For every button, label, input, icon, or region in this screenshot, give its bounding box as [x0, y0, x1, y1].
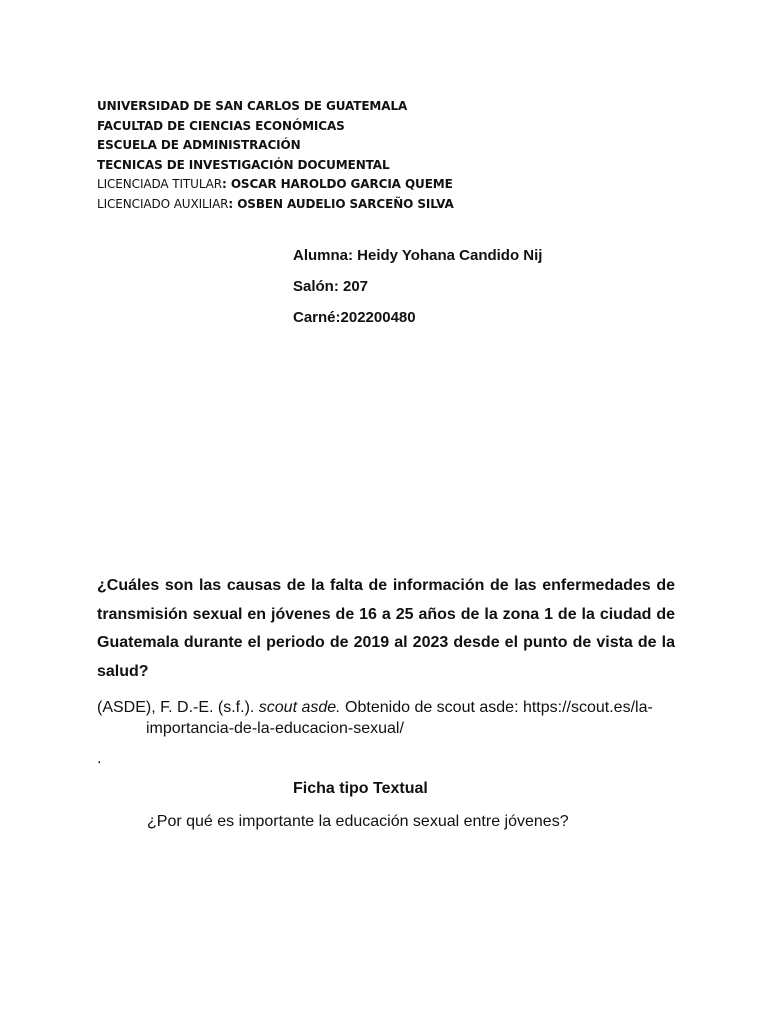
auxiliar-name: : OSBEN AUDELIO SARCEÑO SILVA: [228, 196, 454, 211]
reference-title: scout asde.: [258, 699, 341, 716]
institution-header: [97, 97, 697, 215]
reference-prefix: (ASDE), F. D.-E. (s.f.).: [97, 699, 259, 716]
reference-suffix: Obtenido de scout asde: https://scout.es/la-importancia-de-la-educacion-sexual/: [146, 699, 653, 737]
faculty-name: FACULTAD DE CIENCIAS ECONÓMICAS: [97, 118, 345, 133]
titular-label: LICENCIADA TITULAR: [97, 177, 223, 192]
ficha-title: Ficha tipo Textual: [293, 780, 428, 797]
ficha-question: ¿Por qué es importante la educación sexual entre jóvenes?: [147, 813, 569, 830]
student-id: Carné:202200480: [293, 309, 416, 326]
student-name: Alumna: Heidy Yohana Candido Nij: [293, 247, 543, 264]
bibliographic-reference: [97, 697, 724, 739]
auxiliar-line: [97, 195, 697, 215]
university-name: UNIVERSIDAD DE SAN CARLOS DE GUATEMALA: [97, 99, 408, 113]
course-name: TECNICAS DE INVESTIGACIÓN DOCUMENTAL: [97, 157, 390, 172]
research-question: ¿Cuáles son las causas de la falta de información de las enfermedades de transmisión sexual en jóvenes de 16 a 25 años de la zona 1 de la ciudad de Guatemala durante el periodo de 2019 al 2023 desde el punto de vista de la salud?: [97, 577, 675, 680]
student-info: [293, 245, 542, 338]
student-room: Salón: 207: [293, 278, 369, 295]
school-name: ESCUELA DE ADMINISTRACIÓN: [97, 138, 301, 153]
titular-line: [97, 175, 697, 195]
auxiliar-label: LICENCIADO AUXILIAR: [97, 196, 229, 211]
titular-name: : OSCAR HAROLDO GARCIA QUEME: [222, 177, 453, 192]
separator-dot: .: [97, 750, 102, 767]
